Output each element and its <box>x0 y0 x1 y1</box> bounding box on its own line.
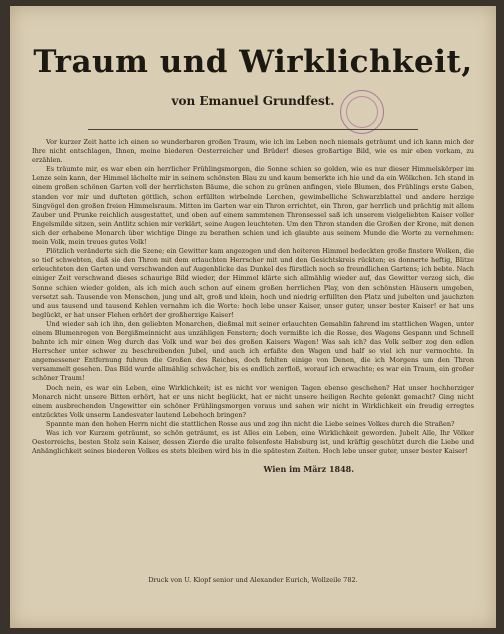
document-body <box>32 138 474 588</box>
paragraph-5: Doch nein, es war ein Leben, eine Wirklichkeit; ist es nicht vor wenigen Tagen ebenso geschehen? Hat unser hochherziger Monarch nicht unsere Bitten erhört, hat er uns nicht beglückt, hat er nicht unsere heiligen Rechte gelenkt gemacht? Ging nicht einem ausbrechenden Ungewitter ein schöner Frühlingsmorgen voraus und sahen wir nicht in Wirklichkeit ein freudig erregtes entzücktes Volk unserm Landesvater lautend Lebehoch bringen? <box>32 383 474 419</box>
library-stamp-icon <box>340 90 384 134</box>
title-divider <box>88 129 418 130</box>
paragraph-1: Vor kurzer Zeit hatte ich einen so wunderbaren großen Traum, wie ich im Leben noch niemals geträumt und ich kann mich der Ihre nicht entschlagen, Ihnen, meine biederen Oesterreicher und Brüder! dieses großartige Bild, wie es mir eben vorkam, zu erzählen. <box>32 138 474 165</box>
paragraph-4: Und wieder sah ich ihn, den geliebten Monarchen, dießmal mit seiner erlauchten Gemahlin fahrend im stattlichen Wagen, unter einem Blumenregen von Bergißmeinnicht aus unzähligen Fenstern; doch vermißte ich die Rosse, des Wagens Gespann und Schnell bahnte ich mir einen Weg durch das Volk und war bei des großen Kaisers Wagen! Was sah ich? das Volk selber zog den edlen Herrscher unter schwer zu beschreibenden Jubel, und auch ich erfaßte den Wagen und half so viel ich nur vermochte. In angemessener Entfernung fuhren die Großen des Reiches, doch fehlten einige von Denen, die ich Morgens um den Thron versammelt gesehen. Das Bild wurde allmählig schwächer, bis es endlich zerfloß, worauf ich erwachte; es war ein Traum, ein großer schöner Traum! <box>32 319 474 383</box>
date-line: Wien im März 1848. <box>263 464 354 475</box>
author-line: von Emanuel Grundfest. <box>171 94 335 108</box>
paragraph-3: Plötzlich veränderte sich die Szene; ein Gewitter kam angezogen und den heiteren Himmel bedeckten große finstere Wolken, die so tief schwebten, daß sie den Thron mit dem erlauchten Herrscher mit und den Gesichtskreis rückten; es donnerte heftig, Blitze erleuchteten den Garten und verschwanden auf Augenblicke das Dunkel des fürstlich noch so freundlichen Gartens; ich bebte. Nach einiger Zeit verschwand dieses schaurige Bild wieder, der Himmel klärte sich allmählig wieder auf, das Gewitter verzog sich, die Sonne schien wieder golden, als ich mich auch schon auf einem großen herrlichen Play, von den schönsten Häusern umgeben, versetzt sah. Tausende von Menschen, jung und alt, groß und klein, hoch und niedrig erfüllten den Platz und jubelten und jauchzten und aus tausend und tausend Kehlen vernahm ich die Worte: hoch lebe unser Kaiser, unser guter, unser bester Kaiser! er hat uns beglückt, er hat unser Flehen erhört der großherzige Kaiser! <box>32 247 474 319</box>
printer-imprint: Druck von U. Klopf senior und Alexander Eurich, Wollzeile 782. <box>148 576 358 584</box>
paragraph-2: Es träumte mir, es war eben ein herrlicher Frühlingsmorgen, die Sonne schien so golden, wie es nur dieser Himmelskörper im Lenze sein kann, der Himmel lächelte mir in seinem schönsten Blau zu und kaum bemerkte ich hie und da ein Wölkchen. Ich stand in einem großen schönen Garten voll der herrlichsten Bäume, die schon zu grünen anfingen, viele Blumen, des Frühlings erste Gaben, standen vor mir und dufteten göttlich, schon erfüllten wirbelnde Lerchen, gewimbelliche Schwarzblattel und andere herzige Singvögel den großen freien Himmelsraum. Mitten im Garten war ein Thron errichtet, ein Thron, gar herrlich und prächtig mit allem Zauber und Prunke reichlich ausgestattet, und oben auf einem sammtenen Thronsessel saß ich unserem vielgeliebten Kaiser voller Engelsmilde sitzen, sein Antlitz schien mir verklärt, seine Augen leuchteten. Um den Thron standen die Großen der Krone, mit denen sich der erhabene Monarch über wichtige Dinge zu berathen schien und ich glaubte aus seinem Munde die Worte zu vernehmen: mein Volk, mein treues gutes Volk! <box>32 165 474 247</box>
document-title: Traum und Wirklichkeit, <box>33 44 473 80</box>
paragraph-7: Was ich vor Kurzem geträumt, so schön geträumt, es ist Alles ein Leben, eine Wirklichkeit geworden. Jubelt Alle, Ihr Völker Oesterreichs, besten Stolz sein Kaiser, dessen Zierde die uralte felsenfeste Habsburg ist, und kräftig geschützt durch die Liebe und Anhänglichkeit seines biederen Volkes es stets bleiben wird bis in die spätesten Zeiten. Hoch lebe unser guter, unser bester Kaiser! <box>32 429 474 456</box>
document-sheet <box>10 6 496 628</box>
paragraph-6: Spannte man den hohen Herrn nicht die stattlichen Rosse aus und zog ihn nicht die Liebe seines Volkes durch die Straßen? <box>46 419 455 428</box>
